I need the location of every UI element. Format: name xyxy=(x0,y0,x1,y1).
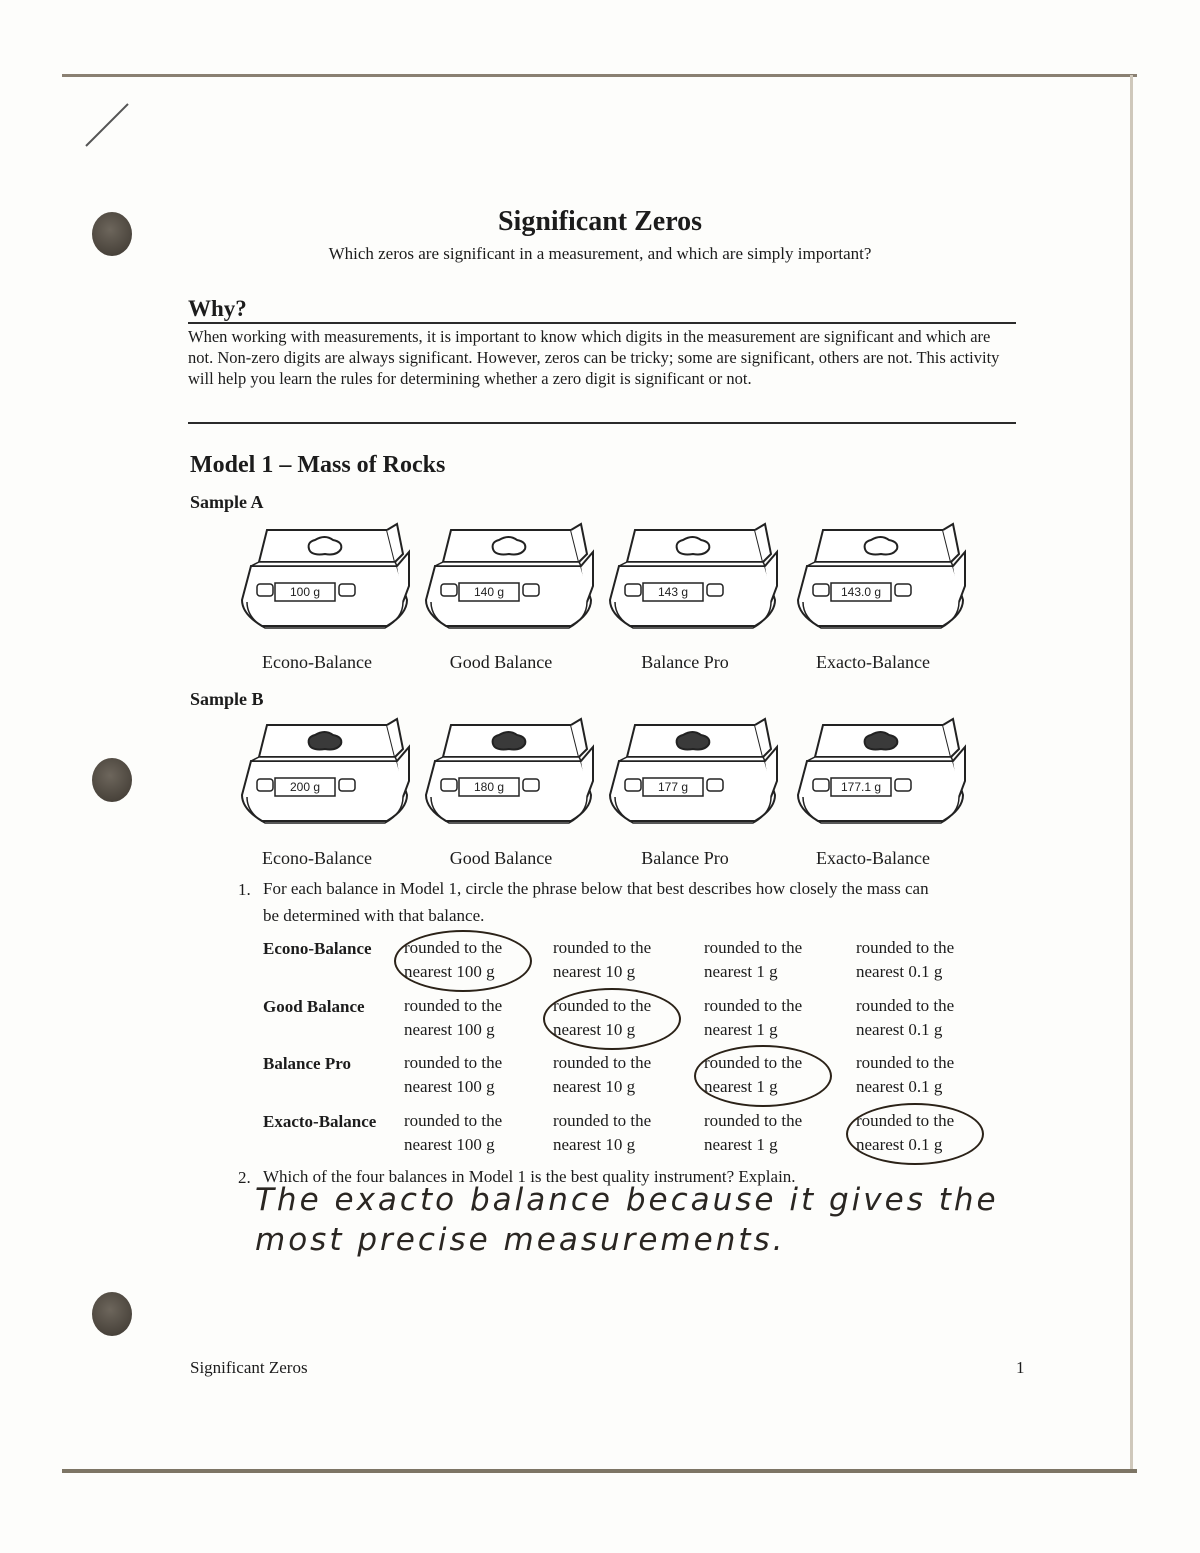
handwritten-answer-line-2: most precise measurements. xyxy=(255,1222,786,1258)
option-row-label: Balance Pro xyxy=(263,1054,351,1073)
why-body: When working with measurements, it is important to know which digits in the measurement are significant and which are not. Non-zero digits are always significant. However, zeros can be tricky; some are significant, others are not. This activity will help you learn the rules for determining whether a zero digit is significant or not. xyxy=(188,327,1000,388)
why-top-rule xyxy=(188,322,1016,324)
option-row-label: Good Balance xyxy=(263,997,365,1016)
question-2-text: Which of the four balances in Model 1 is the best quality instrument? Explain. xyxy=(263,1167,796,1186)
rounding-option-line: rounded to the xyxy=(856,996,955,1015)
rounding-option-line: rounded to the xyxy=(856,1111,955,1130)
balance-scale-icon xyxy=(421,717,596,832)
rounding-option-line: nearest 10 g xyxy=(553,962,636,981)
balance-name-label: Econo-Balance xyxy=(262,848,372,868)
paper-top-edge xyxy=(62,74,1137,77)
hand-drawn-circle xyxy=(694,1045,832,1107)
rounding-option[interactable] xyxy=(553,1109,688,1157)
hand-drawn-circle xyxy=(543,988,681,1050)
rounding-option-line: rounded to the xyxy=(553,1053,652,1072)
balance-readout: 180 g xyxy=(473,780,505,794)
balance-readout: 100 g xyxy=(289,585,321,599)
footer-title: Significant Zeros xyxy=(190,1358,308,1377)
rounding-option[interactable] xyxy=(404,994,539,1042)
rounding-option[interactable] xyxy=(404,1109,539,1157)
handwritten-answer-line-1: The exacto balance because it gives the xyxy=(255,1182,999,1218)
rounding-option-line: nearest 1 g xyxy=(704,1077,778,1096)
balance-readout: 177.1 g xyxy=(840,780,882,794)
rounding-option-line: rounded to the xyxy=(856,1053,955,1072)
why-heading: Why? xyxy=(188,296,247,321)
rounding-option[interactable] xyxy=(856,994,991,1042)
balance-readout: 143.0 g xyxy=(840,585,882,599)
option-row-label: Econo-Balance xyxy=(263,939,372,958)
hand-drawn-circle xyxy=(846,1103,984,1165)
rounding-option-line: nearest 100 g xyxy=(404,1135,495,1154)
rounding-option-line: rounded to the xyxy=(404,996,503,1015)
rounding-option-line: rounded to the xyxy=(404,1053,503,1072)
balance-scale-icon xyxy=(605,522,780,637)
balance-name-label: Exacto-Balance xyxy=(816,848,930,868)
rounding-option-line: rounded to the xyxy=(856,938,955,957)
question-2-number: 2. xyxy=(238,1168,251,1187)
rounding-option[interactable] xyxy=(404,1051,539,1099)
balance-name-label: Balance Pro xyxy=(641,652,729,672)
balance-readout: 200 g xyxy=(289,780,321,794)
rounding-option-line: nearest 10 g xyxy=(553,1020,636,1039)
balance-name-label: Good Balance xyxy=(449,652,553,672)
rounding-option-line: nearest 100 g xyxy=(404,1077,495,1096)
rounding-option[interactable] xyxy=(856,1051,991,1099)
balance-readout: 140 g xyxy=(473,585,505,599)
page-number: 1 xyxy=(1016,1358,1025,1377)
rounding-option[interactable] xyxy=(553,936,688,984)
rounding-option-line: rounded to the xyxy=(404,1111,503,1130)
question-1-number: 1. xyxy=(238,880,251,899)
page-title: Significant Zeros xyxy=(497,206,703,237)
balance-scale-icon xyxy=(793,717,968,832)
rounding-option[interactable] xyxy=(704,994,839,1042)
page-subtitle: Which zeros are significant in a measurement, and which are simply important? xyxy=(328,244,872,263)
rounding-option-line: nearest 10 g xyxy=(553,1077,636,1096)
rounding-option-line: rounded to the xyxy=(704,1053,803,1072)
why-bottom-rule xyxy=(188,422,1016,424)
rounding-option-line: rounded to the xyxy=(704,938,803,957)
rounding-option-line: rounded to the xyxy=(553,1111,652,1130)
binder-hole-middle xyxy=(92,758,132,802)
rounding-option-line: rounded to the xyxy=(704,996,803,1015)
rounding-option-line: nearest 0.1 g xyxy=(856,1077,943,1096)
rounding-option-line: nearest 100 g xyxy=(404,1020,495,1039)
balance-name-label: Good Balance xyxy=(449,848,553,868)
pencil-check-mark xyxy=(82,100,132,150)
hand-drawn-circle xyxy=(394,930,532,992)
rounding-option-line: nearest 100 g xyxy=(404,962,495,981)
balance-scale-icon xyxy=(421,522,596,637)
balance-scale-icon xyxy=(605,717,780,832)
rounding-option-line: nearest 1 g xyxy=(704,1135,778,1154)
balance-readout: 143 g xyxy=(657,585,689,599)
rounding-option-line: nearest 0.1 g xyxy=(856,1135,943,1154)
rounding-option-line: rounded to the xyxy=(704,1111,803,1130)
balance-name-label: Balance Pro xyxy=(641,848,729,868)
model-title: Model 1 – Mass of Rocks xyxy=(190,452,446,478)
rounding-option[interactable] xyxy=(856,936,991,984)
sample-b-label: Sample B xyxy=(190,689,264,709)
binder-hole-bottom xyxy=(92,1292,132,1336)
sample-a-label: Sample A xyxy=(190,492,264,512)
paper-bottom-edge xyxy=(62,1469,1137,1473)
rounding-option-line: nearest 0.1 g xyxy=(856,1020,943,1039)
rounding-option-line: nearest 1 g xyxy=(704,1020,778,1039)
balance-readout: 177 g xyxy=(657,780,689,794)
rounding-option[interactable] xyxy=(704,1109,839,1157)
rounding-option-line: rounded to the xyxy=(404,938,503,957)
rounding-option-line: nearest 1 g xyxy=(704,962,778,981)
option-row-label: Exacto-Balance xyxy=(263,1112,377,1131)
rounding-option-line: nearest 0.1 g xyxy=(856,962,943,981)
question-1-line-1: For each balance in Model 1, circle the phrase below that best describes how closely the mass can xyxy=(263,879,929,898)
question-1-line-2: be determined with that balance. xyxy=(263,906,485,925)
balance-scale-icon xyxy=(237,522,412,637)
rounding-option[interactable] xyxy=(704,936,839,984)
balance-name-label: Exacto-Balance xyxy=(816,652,930,672)
balance-name-label: Econo-Balance xyxy=(262,652,372,672)
rounding-option-line: rounded to the xyxy=(553,938,652,957)
rounding-option-line: nearest 10 g xyxy=(553,1135,636,1154)
rounding-option[interactable] xyxy=(553,1051,688,1099)
paper-right-edge xyxy=(1130,75,1133,1471)
balance-scale-icon xyxy=(237,717,412,832)
balance-scale-icon xyxy=(793,522,968,637)
rounding-option-line: rounded to the xyxy=(553,996,652,1015)
